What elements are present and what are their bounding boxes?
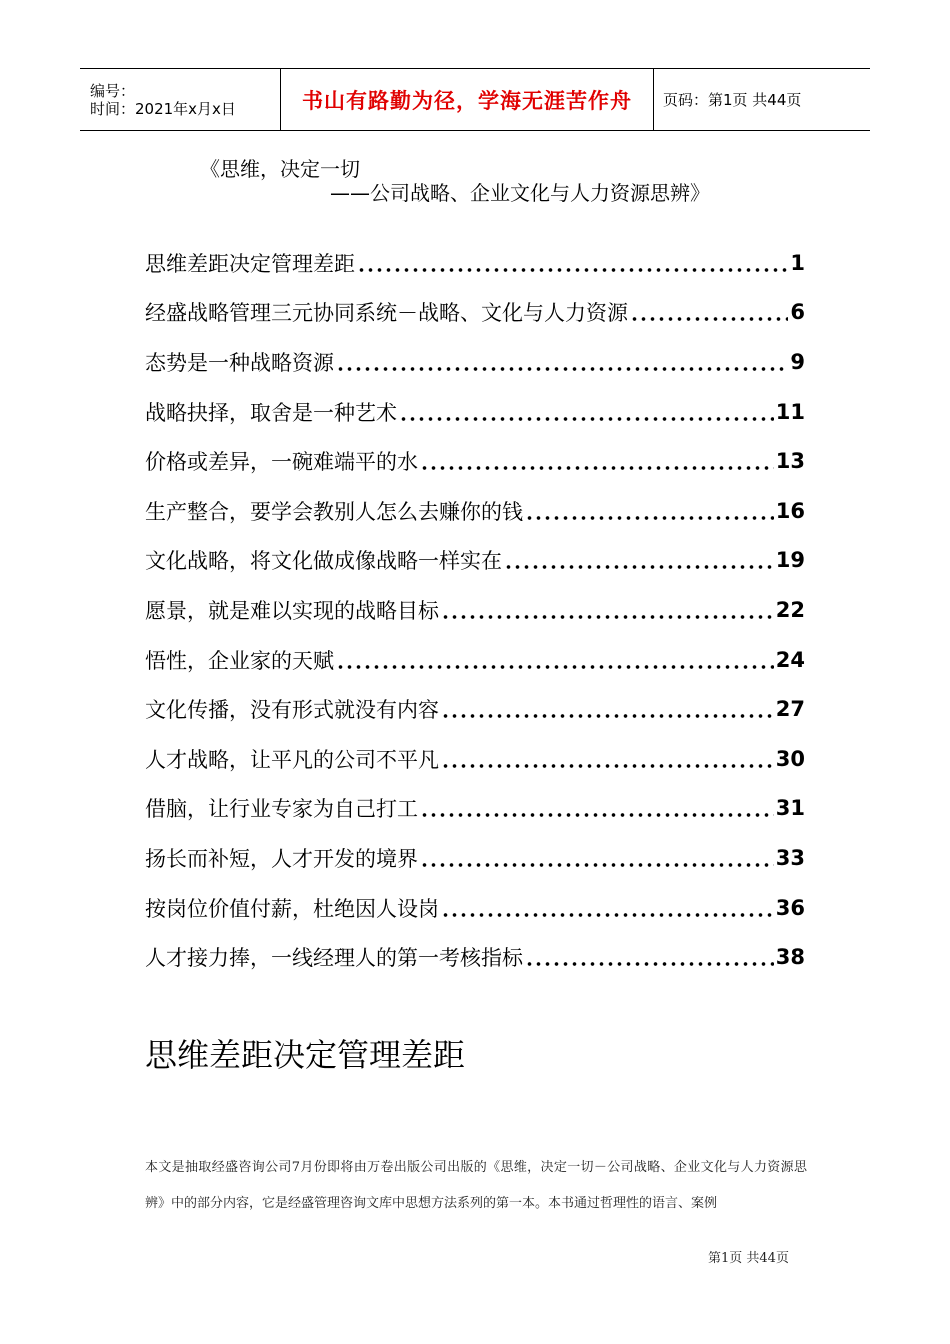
toc-entry-title: 文化战略，将文化做成像战略一样实在 — [145, 549, 502, 574]
toc-leader-dots — [441, 898, 774, 918]
book-title — [200, 155, 710, 205]
toc-entry-page: 13 — [775, 449, 805, 474]
page-footer: 第1页 共44页 — [708, 1251, 789, 1266]
toc-entry[interactable] — [145, 436, 805, 486]
toc-entry[interactable] — [145, 288, 805, 338]
toc-entry-title: 经盛战略管理三元协同系统－战略、文化与人力资源 — [145, 301, 628, 326]
serial-label: 编号： — [90, 81, 136, 100]
header-page-info: 页码：第1页 共44页 — [663, 91, 802, 109]
toc-entry-page: 9 — [790, 349, 805, 374]
toc-entry-title: 价格或差异，一碗难端平的水 — [145, 450, 418, 475]
toc-entry[interactable] — [145, 635, 805, 685]
toc-entry-page: 16 — [775, 498, 805, 523]
toc-leader-dots — [525, 947, 774, 967]
toc-entry-page: 38 — [775, 945, 805, 970]
toc-leader-dots — [357, 253, 788, 273]
toc-entry[interactable] — [145, 337, 805, 387]
toc-entry-title: 愿景，就是难以实现的战略目标 — [145, 598, 439, 623]
section-heading: 思维差距决定管理差距 — [145, 1036, 466, 1074]
toc-leader-dots — [441, 749, 774, 769]
header-meta — [80, 69, 281, 130]
toc-entry-page: 27 — [775, 697, 805, 722]
toc-entry-page: 11 — [775, 399, 805, 424]
book-title-line1: 《思维，决定一切 — [200, 157, 360, 181]
book-title-line2: ——公司战略、企业文化与人力资源思辨》 — [330, 181, 710, 205]
toc-leader-dots — [336, 650, 774, 670]
toc-leader-dots — [399, 402, 774, 422]
toc-entry-title: 文化传播，没有形式就没有内容 — [145, 698, 439, 723]
toc-entry[interactable] — [145, 784, 805, 834]
toc-entry-title: 按岗位价值付薪，杜绝因人设岗 — [145, 896, 439, 921]
toc-entry[interactable] — [145, 833, 805, 883]
toc-entry-title: 人才战略，让平凡的公司不平凡 — [145, 747, 439, 772]
toc-leader-dots — [420, 798, 774, 818]
toc-entry-title: 借脑，让行业专家为自己打工 — [145, 797, 418, 822]
table-of-contents — [145, 238, 805, 982]
time-label: 时间：2021年x月x日 — [90, 99, 236, 118]
toc-entry-page: 33 — [775, 845, 805, 870]
toc-entry-page: 36 — [775, 895, 805, 920]
toc-leader-dots — [420, 848, 774, 868]
toc-entry-page: 30 — [775, 746, 805, 771]
toc-entry-title: 态势是一种战略资源 — [145, 350, 334, 375]
toc-entry-page: 1 — [790, 250, 805, 275]
page-header — [80, 68, 870, 131]
toc-entry-title: 悟性，企业家的天赋 — [145, 648, 334, 673]
toc-entry[interactable] — [145, 486, 805, 536]
toc-entry[interactable] — [145, 536, 805, 586]
toc-leader-dots — [525, 501, 774, 521]
toc-entry-page: 31 — [775, 796, 805, 821]
toc-entry-title: 扬长而补短，人才开发的境界 — [145, 846, 418, 871]
toc-entry-title: 生产整合，要学会教别人怎么去赚你的钱 — [145, 499, 523, 524]
toc-entry-title: 人才接力捧，一线经理人的第一考核指标 — [145, 946, 523, 971]
toc-entry-page: 19 — [775, 548, 805, 573]
toc-entry[interactable] — [145, 883, 805, 933]
toc-entry[interactable] — [145, 387, 805, 437]
toc-entry[interactable] — [145, 684, 805, 734]
toc-leader-dots — [336, 352, 788, 372]
toc-entry-title: 思维差距决定管理差距 — [145, 251, 355, 276]
toc-entry[interactable] — [145, 585, 805, 635]
toc-leader-dots — [441, 600, 774, 620]
toc-entry-page: 22 — [775, 597, 805, 622]
toc-leader-dots — [441, 699, 774, 719]
toc-entry[interactable] — [145, 238, 805, 288]
toc-entry-title: 战略抉择，取舍是一种艺术 — [145, 400, 397, 425]
header-motto: 书山有路勤为径，学海无涯苦作舟 — [281, 69, 654, 130]
toc-leader-dots — [420, 451, 774, 471]
toc-entry-page: 24 — [775, 647, 805, 672]
toc-entry[interactable] — [145, 734, 805, 784]
toc-leader-dots — [504, 550, 774, 570]
toc-entry-page: 6 — [790, 300, 805, 325]
body-paragraph: 本文是抽取经盛咨询公司7月份即将由万卷出版公司出版的《思维，决定一切－公司战略、企业文化与人力资源思辨》中的部分内容，它是经盛管理咨询文库中思想方法系列的第一本。本书通过哲理性的语言、案例 — [145, 1160, 807, 1211]
toc-entry[interactable] — [145, 932, 805, 982]
toc-leader-dots — [630, 302, 788, 322]
